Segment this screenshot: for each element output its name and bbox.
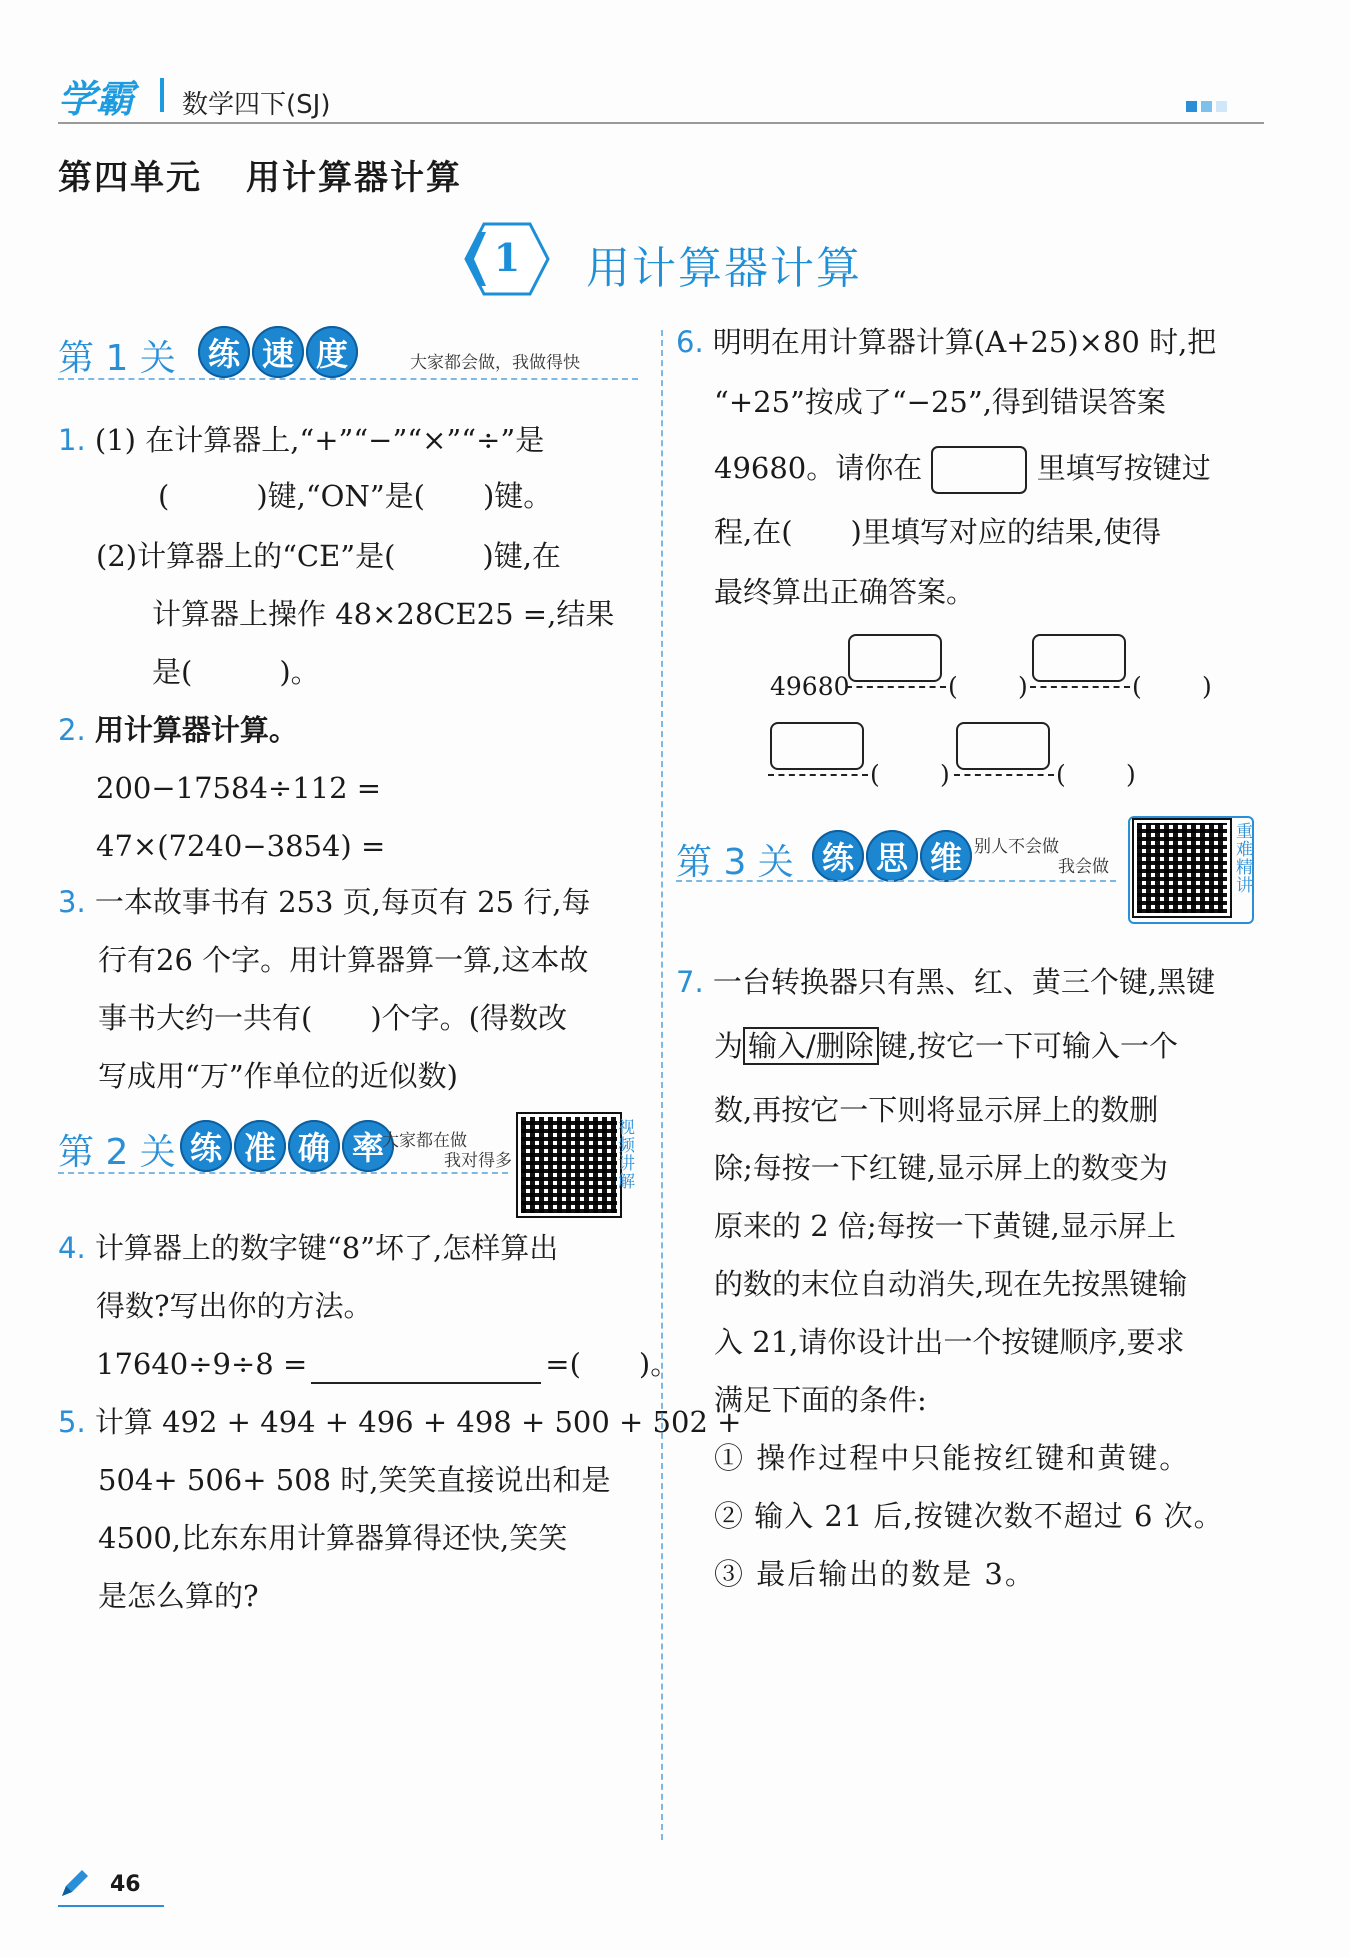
q7-condition-3: ③ 最后输出的数是 3。 [714,1557,1036,1591]
section-1-label: 第 1 关 [58,338,176,379]
qr-video-label: 视频讲解 [614,1118,634,1190]
q6-arrow-4 [954,774,1054,776]
q6-paren-1-open: ( [948,672,958,701]
q7-line-1: 7. 一台转换器只有黑、红、黄三个键,黑键 [676,965,1216,999]
qr-code-video[interactable] [518,1114,620,1216]
q1-line-2: ( )键,“ON”是( )键。 [158,479,553,513]
q2-line-1: 2. 用计算器计算。 [58,713,298,747]
q6-paren-4-close: ) [1126,760,1136,789]
section-1-char-3: 度 [306,326,358,378]
section-3-rule [676,880,1116,882]
unit-number: 第四单元 [58,158,202,198]
section-1-char-1: 练 [198,326,250,378]
qr-lecture-label: 重难精讲 [1232,822,1252,894]
q7-line-7: 入 21,请你设计出一个按键顺序,要求 [714,1325,1185,1359]
q7-line-4: 除;每按一下红键,显示屏上的数变为 [714,1151,1168,1185]
section-3-char-1: 练 [812,830,864,882]
section-2-note-2: 我对得多 [444,1151,512,1171]
q6-key-box-2[interactable] [1032,634,1126,682]
q5-line-4: 是怎么算的? [98,1579,259,1613]
unit-title [58,150,462,199]
section-1-rule [58,378,638,380]
q1-line-5: 是( )。 [152,655,320,689]
header-rule [58,122,1264,124]
square-2 [1201,101,1212,112]
q5-line-1: 5. 计算 492 + 494 + 496 + 498 + 500 + 502 + [58,1405,742,1439]
q3-number: 3. [58,885,86,919]
q6-paren-1-close: ) [1018,672,1028,701]
q6-key-box-3[interactable] [770,722,864,770]
q7-number: 7. [676,965,704,999]
section-1-note: 大家都会做，我做得快 [410,353,580,373]
q2-line-2: 200−17584÷112 = [96,771,382,805]
brand-separator [160,78,164,112]
q1-line-3: (2)计算器上的“CE”是( )键,在 [96,539,561,573]
q7-line-5: 原来的 2 倍;每按一下黄键,显示屏上 [714,1209,1176,1243]
brand-logo: 学霸 [58,77,135,121]
q2-line-3: 47×(7240−3854) = [96,829,386,863]
q6-paren-2-open: ( [1132,672,1142,701]
q6-arrow-2 [1030,686,1130,688]
section-2-rule [58,1172,508,1174]
q7-line-6: 的数的末位自动消失,现在先按黑键输 [714,1267,1188,1301]
square-1 [1186,101,1197,112]
section-2-bubbles [180,1120,394,1172]
q6-arrow-1 [846,686,946,688]
q6-line-3: 49680。请你在 里填写按键过 [714,446,1211,494]
q7-line-2: 为 输入/删除 键,按它一下可输入一个 [714,1029,1179,1063]
pencil-icon [58,1866,92,1900]
section-2-char-4: 率 [342,1120,394,1172]
section-2-char-2: 准 [234,1120,286,1172]
q6-number: 6. [676,325,704,359]
q6-paren-4-open: ( [1056,760,1066,789]
section-2-note-1: 大家都在做 [382,1131,467,1151]
q6-key-box-4[interactable] [956,722,1050,770]
q2-number: 2. [58,713,86,747]
q5-line-2: 504+ 506+ 508 时,笑笑直接说出和是 [98,1463,611,1497]
q4-line-1: 4. 计算器上的数字键“8”坏了,怎样算出 [58,1231,559,1265]
q7-condition-1: ① 操作过程中只能按红键和黄键。 [714,1441,1191,1475]
q5-line-3: 4500,比东东用计算器算得还快,笑笑 [98,1521,568,1555]
q4-line-3 [96,1344,679,1384]
qr-code-lecture[interactable] [1134,820,1230,916]
lesson-number-badge [464,222,550,296]
q6-line-5: 最终算出正确答案。 [714,575,976,609]
book-title: 数学四下(SJ) [182,90,331,120]
q5-number: 5. [58,1405,86,1439]
q4-answer-blank[interactable] [311,1354,541,1384]
lesson-title: 用计算器计算 [586,243,862,294]
q7-line-8: 满足下面的条件: [714,1383,927,1417]
lesson-number: 1 [493,235,521,280]
q3-line-4: 写成用“万”作单位的近似数) [98,1059,458,1093]
section-3-char-3: 维 [920,830,972,882]
q6-arrow-3 [768,774,868,776]
q6-key-box-example [931,446,1027,494]
q1-line-1: 1. (1) 在计算器上,“+”“−”“×”“÷”是 [58,423,545,457]
q6-paren-2-close: ) [1202,672,1212,701]
q4-expression: 17640÷9÷8 = [96,1347,308,1381]
q1-line-4: 计算器上操作 48×28CE25 =,结果 [152,597,615,631]
section-1-bubbles [198,326,358,378]
q4-number: 4. [58,1231,86,1265]
q7-line-3: 数,再按它一下则将显示屏上的数删 [714,1093,1159,1127]
q7-key-label: 输入/删除 [743,1027,879,1065]
section-2-label: 第 2 关 [58,1132,176,1173]
section-2-char-1: 练 [180,1120,232,1172]
section-2-char-3: 确 [288,1120,340,1172]
section-3-bubbles [812,830,972,882]
page-number: 46 [110,1872,141,1897]
column-divider [661,330,663,1840]
q6-line-2: “+25”按成了“−25”,得到错误答案 [714,385,1166,419]
section-1-char-2: 速 [252,326,304,378]
section-3-note-2: 我会做 [1058,857,1109,877]
q1-number: 1. [58,423,86,457]
q4-result: =( )。 [545,1347,680,1381]
q6-line-1: 6. 明明在用计算器计算(A+25)×80 时,把 [676,325,1217,359]
q3-line-2: 行有26 个字。用计算器算一算,这本故 [98,943,589,977]
footer-line [58,1905,164,1907]
q6-paren-3-open: ( [870,760,880,789]
q4-line-2: 得数?写出你的方法。 [96,1289,373,1323]
section-3-label: 第 3 关 [676,842,794,883]
unit-name: 用计算器计算 [246,158,462,198]
q6-paren-3-close: ) [940,760,950,789]
q6-line-4: 程,在( )里填写对应的结果,使得 [714,515,1162,549]
header-squares [1186,97,1231,116]
q6-key-box-1[interactable] [848,634,942,682]
q7-condition-2: ② 输入 21 后,按键次数不超过 6 次。 [714,1499,1224,1533]
q3-line-1: 3. 一本故事书有 253 页,每页有 25 行,每 [58,885,591,919]
section-3-char-2: 思 [866,830,918,882]
square-3 [1216,101,1227,112]
section-3-note-1: 别人不会做 [974,837,1059,857]
q6-diagram-start: 49680 [770,672,850,701]
q3-line-3: 事书大约一共有( )个字。(得数改 [98,1001,567,1035]
